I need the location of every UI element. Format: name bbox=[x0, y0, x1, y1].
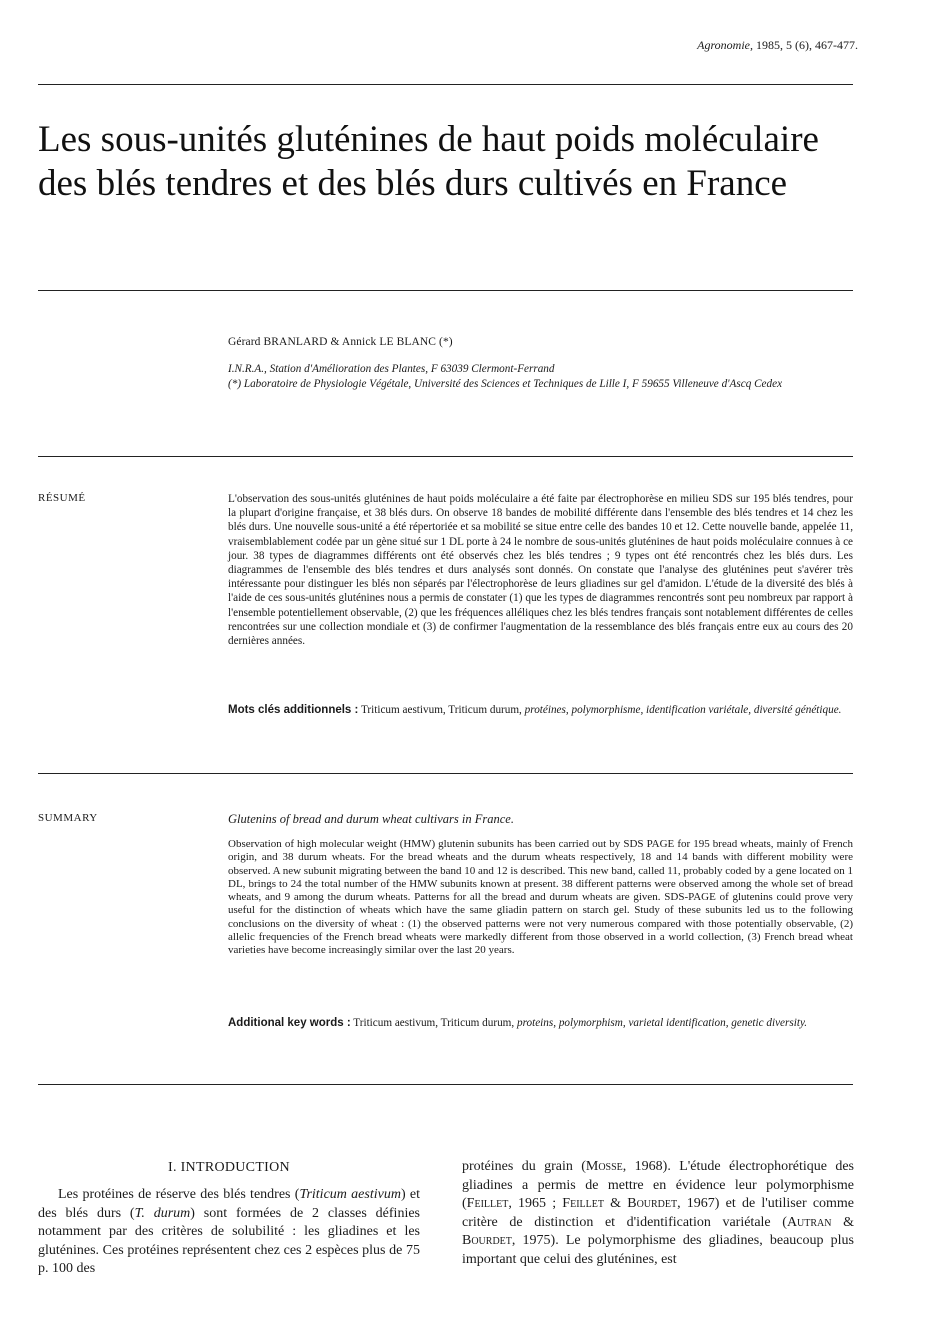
resume-text: L'observation des sous-unités gluténines de haut poids moléculaire a été faite par électrophorèse en milieu SDS sur 195 blés tendres, pour la plupart d'origine française, et 38 blés durs. On observe 18 bandes de mobilité différente dans l'ensemble des blés tendres et 14 chez les blés durs. Une nouvelle sous-unité a été répertoriée et sa mobilité se situe entre celle des bandes 10 et 12. Cette nouvelle bande, appelée 11, vraisemblablement codée par un gène situé sur 1 DL porte à 24 le nombre de sous-unités gluténines de haut poids moléculaire connues à ce jour. 38 types de diagrammes différents ont été observés chez les blés tendres ; 9 types ont été rencontrés chez les blés durs. Les diagrammes de l'ensemble des blés tendres et durs analysés sont donnés. On constate que l'analyse des gluténines peut s'avérer très intéressante pour distinguer les blés non séparés par l'électrophorèse de leurs gliadines sur gel d'amidon. L'étude de la diversité des blés à l'aide de ces sous-unités gluténines nous a permis de constater (1) que les types de diagrammes rencontrés sont peu nombreux par rapport à l'ensemble potentiellement observable, (2) que les fréquences alléliques chez les blés tendres français sont notablement différentes de celles rencontrées sur une collection mondiale et (3) de confirmer l'augmentation de la ressemblance des blés français entre eux au cours des 20 dernières années. bbox=[228, 493, 853, 648]
resume-keywords-plain: Triticum aestivum, Triticum durum, bbox=[360, 704, 522, 716]
journal-citation bbox=[697, 38, 858, 53]
intro-column-left bbox=[38, 1186, 420, 1279]
intro-left-species-2: T. durum bbox=[134, 1205, 191, 1221]
citation-autran: Autran bbox=[786, 1214, 832, 1230]
intro-right-text-3: , 1965 ; bbox=[508, 1196, 563, 1212]
citation-bourdet: Bourdet bbox=[627, 1196, 678, 1212]
summary-keywords-plain: Triticum aestivum, Triticum durum, bbox=[353, 1017, 515, 1029]
intro-right-text-4: & bbox=[603, 1196, 628, 1212]
resume-keywords-italic: protéines, polymorphisme, identification variétale, diversité génétique. bbox=[524, 704, 842, 716]
intro-left-text-1: Les protéines de réserve des blés tendres ( bbox=[58, 1187, 300, 1202]
title-rule bbox=[38, 290, 853, 291]
resume-label: RÉSUMÉ bbox=[38, 492, 86, 504]
intro-right-text-7: , 1975). Le polymorphisme des gliadines, beaucoup plus important que celui des gluténines, est bbox=[462, 1233, 854, 1267]
affiliations bbox=[228, 362, 853, 391]
summary-keywords-label: Additional key words : bbox=[228, 1017, 351, 1029]
citation-feillet: Feillet bbox=[466, 1196, 509, 1212]
introduction-heading: I. INTRODUCTION bbox=[168, 1160, 290, 1175]
resume-keywords bbox=[228, 703, 853, 717]
summary-title: Glutenins of bread and durum wheat cultivars in France. bbox=[228, 812, 514, 826]
authors-rule bbox=[38, 456, 853, 457]
affiliation-inra: I.N.R.A., Station d'Amélioration des Plantes, F 63039 Clermont-Ferrand bbox=[228, 363, 555, 375]
citation-details: 1985, 5 (6), 467-477. bbox=[756, 38, 858, 52]
summary-label: SUMMARY bbox=[38, 812, 98, 824]
header-rule bbox=[38, 84, 853, 85]
summary-rule bbox=[38, 1084, 853, 1085]
resume-rule bbox=[38, 773, 853, 774]
intro-right-text-5: , 1967) et de l'utiliser comme critère de distinction et d'identification variétale ( bbox=[462, 1196, 855, 1230]
summary-text: Observation of high molecular weight (HMW) glutenin subunits has been carried out by SDS PAGE for 195 bread wheats, mainly of French origin, and 38 durum wheats. For the bread wheats and the durum wheats respectively, 18 and 14 bands with different mobility were observed. A new subunit migrating between the band 10 and 12 is described. This new band, called 11, probably coded by a gene located on 1 DL, brings to 24 the total number of the HMW subunits known at present. 38 different patterns were observed among the whole set of bread wheats, and 9 among the durum wheats. Patterns for all the bread and durum wheats are given. SDS-PAGE of glutenins could prove very useful for the distinction of wheats which have the same gliadin pattern on starch gel. Study of these subunits led us to the following conclusions on the diversity of wheat : (1) the observed patterns were not very numerous compared with those potentially observable, (2) allelic frequencies of the French bread wheats were markedly different from those observed in a world collection, (3) French bread wheat varieties have become increasingly similar over the last 20 years. bbox=[228, 838, 853, 957]
intro-right-text-2: , 1968). L'étude électrophorétique des gliadines a permis de mettre en évidence leur polymorphisme ( bbox=[462, 1159, 854, 1212]
intro-column-right bbox=[462, 1158, 854, 1270]
citation-mosse: Mosse bbox=[585, 1159, 623, 1174]
affiliation-lille: (*) Laboratoire de Physiologie Végétale, Université des Sciences et Techniques de Lille I, F 59655 Villeneuve d'Ascq Cedex bbox=[228, 377, 783, 390]
intro-left-text-2: ) et des blés durs ( bbox=[38, 1187, 420, 1221]
intro-left-text-3: ) sont formées de 2 classes définies notamment par des critères de solubilité : les gliadines et les gluténines. Ces protéines représentent chez ces 2 espèces plus de 75 p. 100 des bbox=[38, 1205, 420, 1277]
intro-right-text-1: protéines du grain ( bbox=[462, 1159, 586, 1174]
journal-name: Agronomie, bbox=[697, 38, 753, 52]
resume-keywords-label: Mots clés additionnels : bbox=[228, 704, 359, 716]
intro-left-species-1: Triticum aestivum bbox=[299, 1187, 401, 1202]
authors: Gérard BRANLARD & Annick LE BLANC (*) bbox=[228, 336, 453, 348]
citation-feillet-2: Feillet bbox=[562, 1196, 604, 1212]
citation-bourdet-2: Bourdet bbox=[462, 1233, 512, 1249]
article-title: Les sous-unités gluténines de haut poids moléculaire des blés tendres et des blés durs cultivés en France bbox=[38, 119, 819, 204]
intro-right-text-6: & bbox=[831, 1214, 855, 1230]
summary-keywords bbox=[228, 1016, 853, 1030]
summary-keywords-italic: proteins, polymorphism, varietal identification, genetic diversity. bbox=[516, 1017, 808, 1029]
